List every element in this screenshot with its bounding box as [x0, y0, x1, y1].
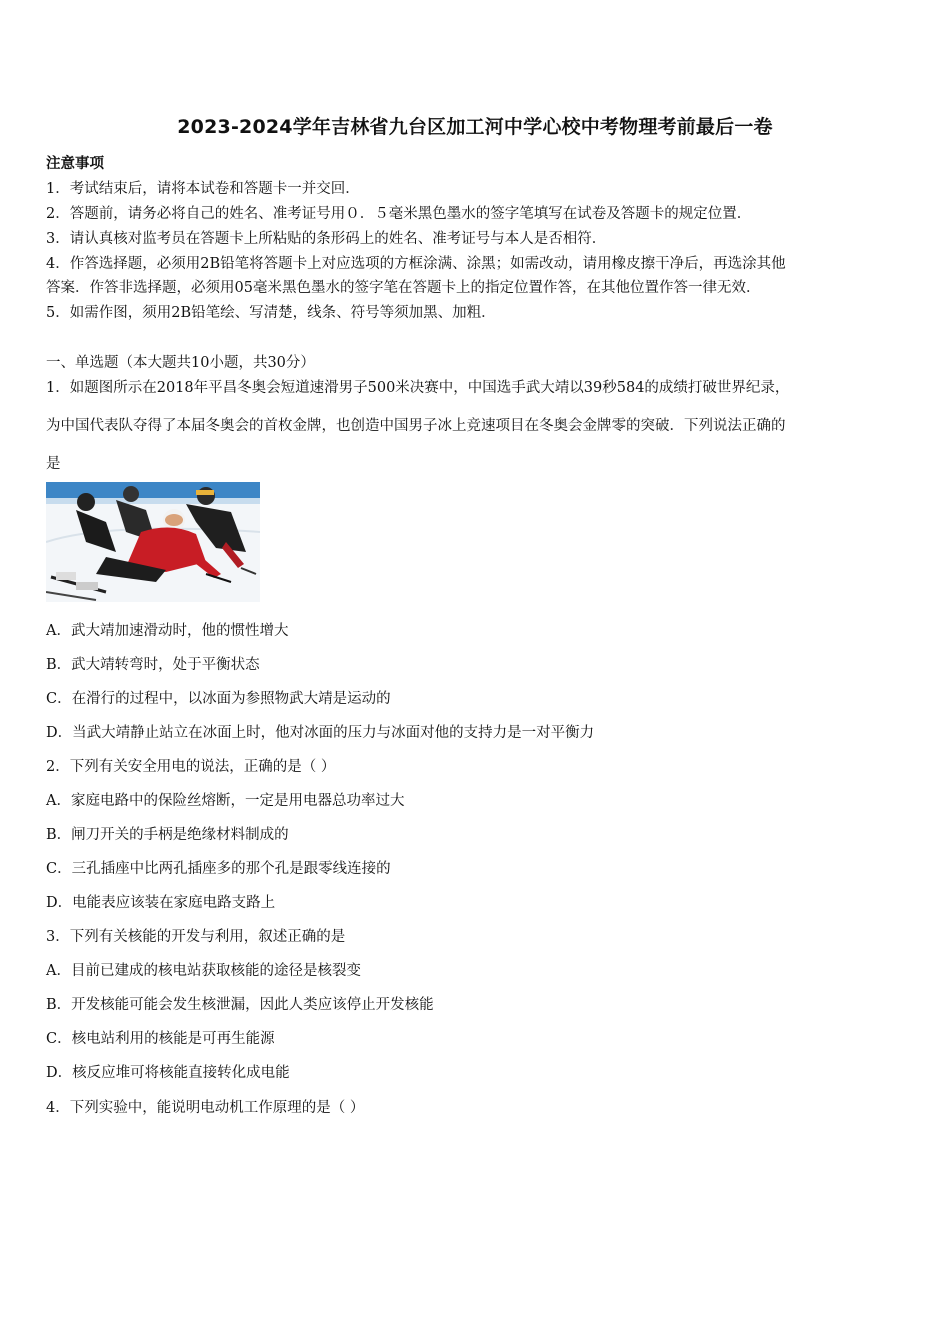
q1-stem-line: 是: [46, 456, 61, 472]
q2-option-a: A．家庭电路中的保险丝熔断，一定是用电器总功率过大: [46, 793, 405, 809]
notice-item: 2．答题前，请务必将自己的姓名、准考证号用０．５毫米黑色墨水的签字笔填写在试卷及答题卡的规定位置．: [46, 206, 752, 222]
notice-heading: 注意事项: [46, 155, 104, 172]
q3-option-d: D．核反应堆可将核能直接转化成电能: [46, 1065, 290, 1081]
notice-item: 4．作答选择题，必须用2B铅笔将答题卡上对应选项的方框涂满、涂黑；如需改动，请用橡皮擦干净后，再选涂其他: [46, 256, 786, 272]
q2-option-b: B．闸刀开关的手柄是绝缘材料制成的: [46, 827, 289, 843]
page-title: 2023-2024学年吉林省九台区加工河中学心校中考物理考前最后一卷: [177, 116, 773, 138]
q2-option-d: D．电能表应该装在家庭电路支路上: [46, 895, 276, 911]
q1-stem-line: 1．如题图所示在2018年平昌冬奥会短道速滑男子500米决赛中，中国选手武大靖以39秒584的成绩打破世界纪录，: [46, 380, 790, 396]
q2-option-c: C．三孔插座中比两孔插座多的那个孔是跟零线连接的: [46, 861, 391, 877]
q2-stem: 2．下列有关安全用电的说法，正确的是（ ）: [46, 759, 336, 775]
notice-item: 3．请认真核对监考员在答题卡上所粘贴的条形码上的姓名、准考证号与本人是否相符．: [46, 231, 607, 247]
q3-stem: 3．下列有关核能的开发与利用，叙述正确的是: [46, 929, 346, 945]
q3-option-a: A．目前已建成的核电站获取核能的途径是核裂变: [46, 963, 361, 979]
q4-stem: 4．下列实验中，能说明电动机工作原理的是（ ）: [46, 1100, 365, 1116]
section-heading: 一、单选题（本大题共10小题，共30分）: [46, 355, 315, 371]
q1-option-c: C．在滑行的过程中，以冰面为参照物武大靖是运动的: [46, 691, 391, 707]
q1-option-d: D．当武大靖静止站立在冰面上时，他对冰面的压力与冰面对他的支持力是一对平衡力: [46, 725, 595, 741]
notice-item: 答案．作答非选择题，必须用05毫米黑色墨水的签字笔在答题卡上的指定位置作答，在其他位置作答一律无效．: [46, 280, 761, 296]
speed-skating-photo: [46, 482, 260, 602]
q3-option-b: B．开发核能可能会发生核泄漏，因此人类应该停止开发核能: [46, 997, 434, 1013]
q1-option-a: A．武大靖加速滑动时，他的惯性增大: [46, 623, 289, 639]
notice-item: 1．考试结束后，请将本试卷和答题卡一并交回．: [46, 181, 360, 197]
q1-stem-line: 为中国代表队夺得了本届冬奥会的首枚金牌，也创造中国男子冰上竞速项目在冬奥会金牌零的突破．下列说法正确的: [46, 418, 786, 434]
q3-option-c: C．核电站利用的核能是可再生能源: [46, 1031, 275, 1047]
notice-item: 5．如需作图，须用2B铅笔绘、写清楚，线条、符号等须加黑、加粗．: [46, 305, 496, 321]
q1-option-b: B．武大靖转弯时，处于平衡状态: [46, 657, 260, 673]
